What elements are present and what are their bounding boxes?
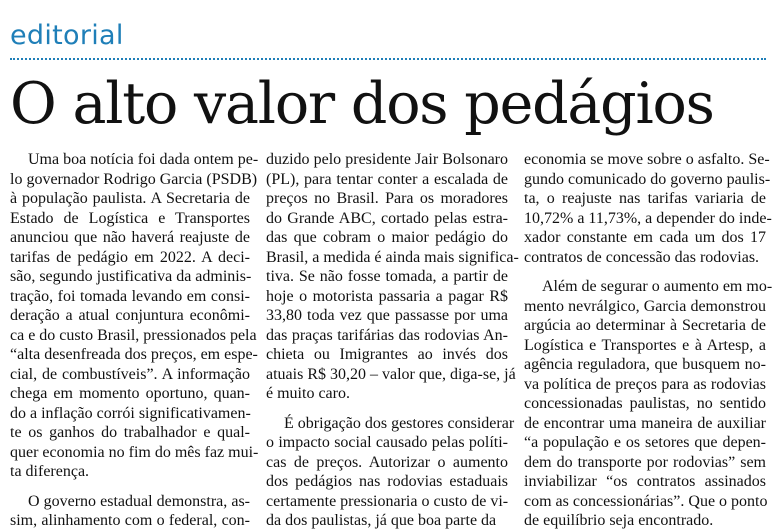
text-line: Logística e Transportes e à Artesp, a (524, 336, 766, 354)
text-line: dos pedágios nas rodovias estaduais (266, 473, 508, 490)
text-line: contratos de concessão das rodovias. (524, 248, 760, 266)
article-paragraph (10, 150, 259, 482)
article-paragraph (266, 414, 515, 531)
text-line: va política de preços para as rodovias (524, 375, 766, 393)
text-line: anunciou que não haverá reajuste de (10, 229, 250, 246)
text-line: cas de preços. Autorizar o aumento (266, 453, 508, 471)
text-line: duzido pelo presidente Jair Bolsonaro (266, 151, 508, 168)
text-line: são, segundo justificativa da adminis- (10, 268, 252, 285)
text-line: quer economia no fim do mês faz mui- (10, 443, 259, 461)
text-line: o impacto social causado pelas políti- (266, 434, 508, 451)
text-line: ca e do custo Brasil, pressionados pela (10, 326, 257, 344)
text-line: ta diferença. (10, 463, 90, 480)
text-line: hoje o motorista passaria a pagar R$ (266, 287, 508, 305)
section-label: editorial (10, 20, 124, 51)
text-line: 10,72% a 11,73%, a depender do inde- (524, 209, 772, 227)
text-line: mento nevrálgico, Garcia demonstrou (524, 297, 766, 315)
text-line: xador constante em cada um dos 17 (524, 229, 766, 246)
text-line: economia se move sobre o asfalto. Se- (524, 151, 770, 168)
text-line: tração, foi tomada levando em consi- (10, 287, 250, 305)
article-paragraph (266, 150, 519, 404)
article-paragraph (524, 277, 773, 531)
paragraph-gap (266, 404, 508, 414)
text-line: das praças tarifárias das rodovias An- (266, 326, 508, 344)
section-divider (10, 58, 766, 60)
text-line: inviabilizar “os contratos assinados (524, 473, 766, 490)
text-line: É obrigação dos gestores considerar (284, 414, 515, 432)
text-line: atuais R$ 30,20 – valor que, diga-se, já (266, 365, 516, 383)
text-line: com as concessionárias”. Que o ponto (524, 492, 768, 510)
text-line: do a inflação corrói significativamen- (10, 404, 251, 422)
text-line: (PL), para tentar conter a escalada de (266, 170, 508, 188)
text-line: de equilíbrio seja encontrado. (524, 512, 714, 529)
text-line: concessionadas paulistas, no sentido (524, 395, 766, 412)
text-line: cial, de combustíveis”. A informação (10, 365, 250, 383)
text-line: de encontrar uma maneira de auxiliar (524, 414, 766, 432)
text-line: O governo estadual demonstra, as- (28, 492, 250, 510)
text-line: gundo comunicado do governo paulis- (524, 170, 771, 188)
text-line: agência reguladora, que busquem no- (524, 356, 766, 373)
text-line: é muito caro. (266, 385, 350, 402)
article-column-3 (524, 150, 773, 529)
text-line: Brasil, a medida é ainda mais significa- (266, 248, 519, 266)
text-line: deração a atual conjuntura econômi- (10, 307, 250, 324)
paragraph-gap (10, 482, 250, 492)
text-line: “a população e os setores que depen- (524, 434, 766, 451)
article-column-2 (266, 150, 519, 529)
text-line: lo governador Rodrigo Garcia (PSDB) (10, 170, 258, 188)
text-line: do Grande ABC, cortado pelas estra- (266, 209, 508, 227)
text-line: dem do transporte por rodovias” sem (524, 453, 766, 471)
text-line: te os ganhos do trabalhador e qual- (10, 424, 250, 441)
text-line: tarifas de pedágio em 2022. A deci- (10, 248, 250, 266)
text-line: sim, alinhamento com o federal, con- (10, 512, 250, 529)
text-line: Estado de Logística e Transportes (10, 209, 250, 227)
text-line: das que cobram o maior pedágio do (266, 229, 508, 246)
text-line: Além de segurar o aumento em mo- (542, 278, 773, 295)
text-line: argúcia ao determinar à Secretaria de (524, 317, 766, 334)
text-line: da dos paulistas, já que boa parte da (266, 512, 497, 529)
article-paragraph (524, 150, 772, 267)
text-line: à população paulista. A Secretaria de (10, 190, 250, 207)
text-line: tiva. Se não fosse tomada, a partir de (266, 268, 508, 285)
article-paragraph (10, 492, 250, 531)
text-line: 33,80 toda vez que passasse por uma (266, 307, 508, 324)
text-line: Uma boa notícia foi dada ontem pe- (28, 151, 259, 168)
text-line: preços no Brasil. Para os moradores (266, 190, 508, 207)
text-line: “alta desenfreada dos preços, em espe- (10, 346, 258, 363)
paragraph-gap (524, 267, 766, 277)
article-column-1 (10, 150, 259, 529)
text-line: chieta ou Imigrantes ao invés dos (266, 346, 508, 363)
headline: O alto valor dos pedágios (10, 71, 714, 137)
text-line: certamente pressionaria o custo de vi- (266, 492, 509, 510)
text-line: chega em momento oportuno, quan- (10, 385, 250, 402)
text-line: ta, o reajuste nas tarifas variaria de (524, 190, 766, 207)
